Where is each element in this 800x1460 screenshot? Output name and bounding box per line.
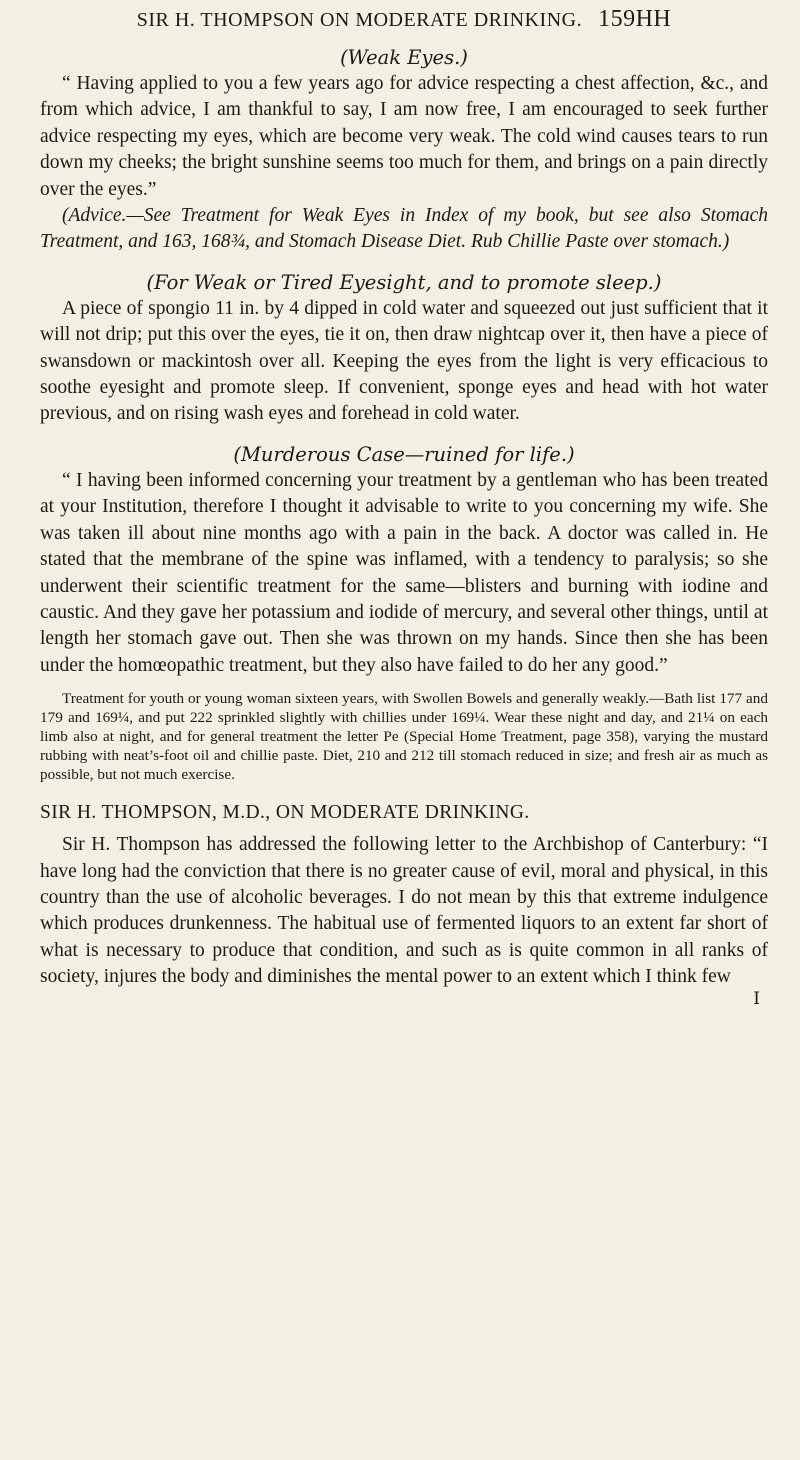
murderous-case-heading: (Murderous Case—ruined for life.): [233, 442, 575, 466]
article-section: [40, 800, 768, 1008]
murderous-case-section: [40, 442, 768, 679]
article-heading: SIR H. THOMPSON, M.D., ON MODERATE DRINKING.: [40, 802, 530, 824]
weak-eyes-section: [40, 45, 768, 256]
article-body: Sir H. Thompson has addressed the following letter to the Archbishop of Canterbury: “I have long had the conviction that there is no greater cause of evil, moral and physical, in this country than the use of alcoholic beverages. I do not mean by this that extreme indulgence which produces drunkenness. The habitual use of fermented liquors to an extent far short of what is necessary to produce that condition, and such as is quite common in all ranks of society, injures the body and diminishes the mental power to an extent which I think few: [40, 834, 768, 988]
signature-mark: I: [753, 988, 760, 1009]
murderous-case-body: “ I having been informed concerning your treatment by a gentleman who has been treated at your Institution, therefore I thought it advisable to write to you concerning my wife. She was taken ill about nine months ago with a pain in the back. A doctor was called in. He stated that the membrane of the spine was inflamed, with a tendency to paralysis; so she underwent their scientific treatment for the same—blisters and burning with iodine and caustic. And they gave her potassium and iodide of mercury, and several other things, until at length her stomach gave out. Then she was thrown on my hands. Since then she has been under the homœopathic treatment, but they also have failed to do her any good.”: [40, 469, 768, 676]
weak-eyes-letter: “ Having applied to you a few years ago for advice respecting a chest affection, &c., and from which advice, I am thankful to say, I am now free, I am encouraged to seek further advice respecting my eyes, which are become very weak. The cold wind causes tears to run down my cheeks; the bright sunshine seems too much for them, and brings on a pain directly over the eyes.”: [40, 73, 768, 200]
weak-eyes-advice: (Advice.—See Treatment for Weak Eyes in Index of my book, but see also Stomach Treatment, and 163, 168¾, and Stomach Disease Diet. Rub Chillie Paste over stomach.): [40, 205, 768, 253]
running-head: [40, 4, 768, 35]
youth-treatment-note: Treatment for youth or young woman sixteen years, with Swollen Bowels and generally weakly.—Bath list 177 and 179 and 169¼, and put 222 sprinkled slightly with chillies under 169¼. Wear these night and day, and 21¼ on each limb also at night, and for general treatment the letter Pe (Special Home Treatment, page 358), varying the mustard rubbing with neat’s-foot oil and chillie paste. Diet, 210 and 212 till stomach reduced in size; and fresh air as much as possible, but not much exercise.: [40, 690, 768, 784]
tired-eyesight-heading: (For Weak or Tired Eyesight, and to promote sleep.): [146, 270, 662, 294]
running-head-title: SIR H. THOMPSON ON MODERATE DRINKING.: [136, 9, 583, 31]
tired-eyesight-section: [40, 270, 768, 428]
tired-eyesight-body: A piece of spongio 11 in. by 4 dipped in cold water and squeezed out just sufficient that it will not drip; put this over the eyes, tie it on, then draw nightcap over it, then have a piece of swansdown or mackintosh over all. Keeping the eyes from the light is very efficacious to soothe eyesight and promote sleep. If convenient, sponge eyes and head with hot water previous, and on rising wash eyes and forehead in cold water.: [40, 297, 768, 425]
weak-eyes-heading: (Weak Eyes.): [340, 46, 468, 69]
page-number: 159HH: [598, 6, 672, 32]
